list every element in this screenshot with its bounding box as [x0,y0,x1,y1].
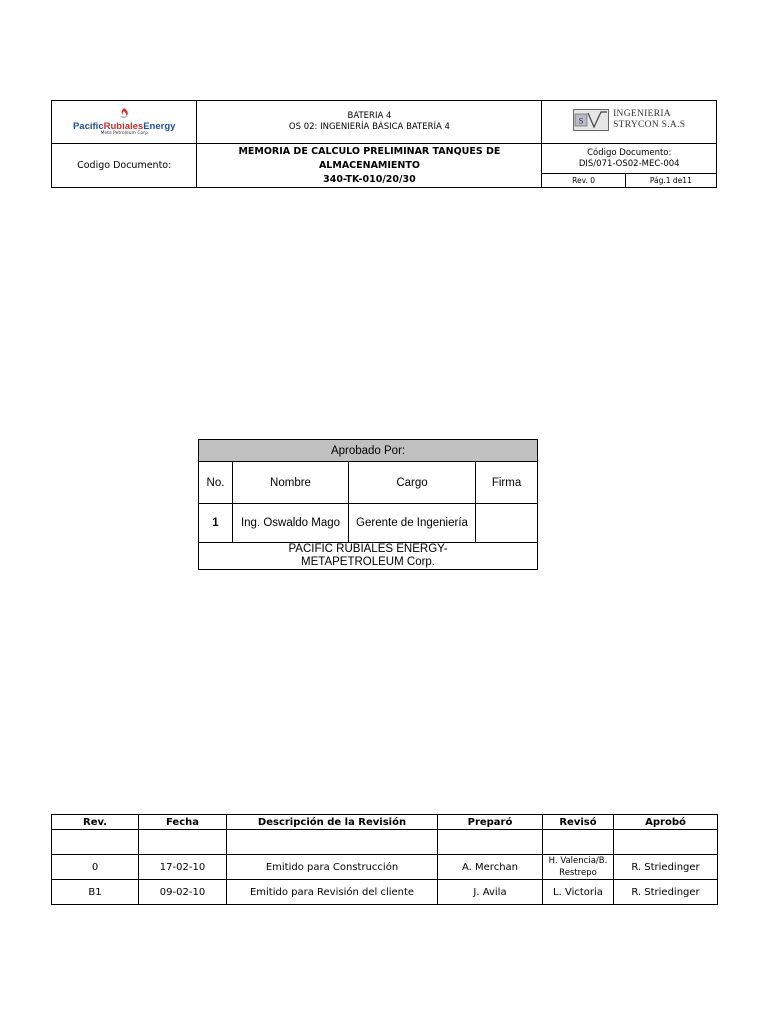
empty-cell [543,830,614,855]
document-code-cell [542,144,717,174]
project-scope: OS 02: INGENIERÍA BÁSICA BATERÍA 4 [288,122,450,132]
approval-org-line2: METAPETROLEUM Corp. [301,556,436,568]
reviso-line2: Restrepo [559,868,597,878]
approval-row-cargo: Gerente de Ingeniería [349,504,476,543]
project-title-cell [197,101,542,144]
aprobo-cell: R. Striedinger [614,880,718,905]
approval-col-firma: Firma [476,462,538,504]
strycon-emblem-icon [573,109,609,131]
empty-cell [227,830,438,855]
approval-col-nombre: Nombre [233,462,349,504]
rev-col-rev: Rev. [52,815,139,830]
rev-col-preparo: Preparó [438,815,543,830]
flame-icon [117,107,131,119]
logo-text-pacific: Pacific [72,120,104,132]
empty-cell [438,830,543,855]
table-row [52,880,718,905]
logo-subtitle: Meta Petroleum Corp [100,131,148,137]
rev-col-descripcion: Descripción de la Revisión [227,815,438,830]
codigo-label-cell [52,144,197,188]
rev-col-aprobo: Aprobó [614,815,718,830]
approval-row-no: 1 [199,504,233,543]
reviso-line1: H. Valencia/B. [548,856,608,866]
revision-number: Rev. 0 [572,176,596,185]
document-title-line1: MEMORIA DE CALCULO PRELIMINAR TANQUES DE ALMACENAMIENTO [238,145,501,171]
approval-col-no: No. [199,462,233,504]
rev-col-reviso: Revisó [543,815,614,830]
codigo-label-right: Código Documento: [587,147,672,158]
approval-organization [199,543,538,570]
empty-cell [52,830,139,855]
approval-org-line1: PACIFIC RUBIALES ENERGY- [288,543,448,555]
svg-text:S: S [578,116,584,126]
approval-row-firma [476,504,538,543]
approval-col-cargo: Cargo [349,462,476,504]
approval-title: Aprobado Por: [199,440,538,462]
rev-cell: B1 [52,880,139,905]
preparo-cell: J. Avila [438,880,543,905]
descripcion-cell: Emitido para Construcción [227,855,438,880]
document-title-cell [197,144,542,188]
strycon-logo [573,109,685,131]
page-number: Pág.1 de11 [649,176,692,185]
pacific-rubiales-logo [73,106,175,137]
strycon-name-line1: INGENIERIA [613,109,671,119]
empty-cell [614,830,718,855]
empty-cell [139,830,227,855]
codigo-label: Codigo Documento: [77,160,172,171]
descripcion-cell: Emitido para Revisión del cliente [227,880,438,905]
aprobo-cell: R. Striedinger [614,855,718,880]
reviso-cell: L. Victoria [543,880,614,905]
document-title-line2: 340-TK-010/20/30 [323,173,416,185]
approval-row [199,504,538,543]
approval-table [198,439,538,570]
contractor-logo-cell [542,101,717,144]
logo-text-energy: Energy [143,120,176,132]
table-row [52,830,718,855]
rev-cell: 0 [52,855,139,880]
fecha-cell: 17-02-10 [139,855,227,880]
approval-row-nombre: Ing. Oswaldo Mago [233,504,349,543]
project-battery: BATERIA 4 [347,111,392,121]
rev-col-fecha: Fecha [139,815,227,830]
fecha-cell: 09-02-10 [139,880,227,905]
revision-history-table [51,814,718,905]
codigo-value: DIS/071-OS02-MEC-004 [578,158,680,169]
logo-text-rubiales: Rubiales [103,120,144,132]
preparo-cell: A. Merchan [438,855,543,880]
table-row [52,855,718,880]
revision-number-cell [542,174,625,188]
page-number-cell [625,174,716,188]
reviso-cell [543,855,614,880]
client-logo-cell [52,101,197,144]
document-header [51,100,717,188]
strycon-name-line2: STRYCON S.A.S [613,120,686,130]
